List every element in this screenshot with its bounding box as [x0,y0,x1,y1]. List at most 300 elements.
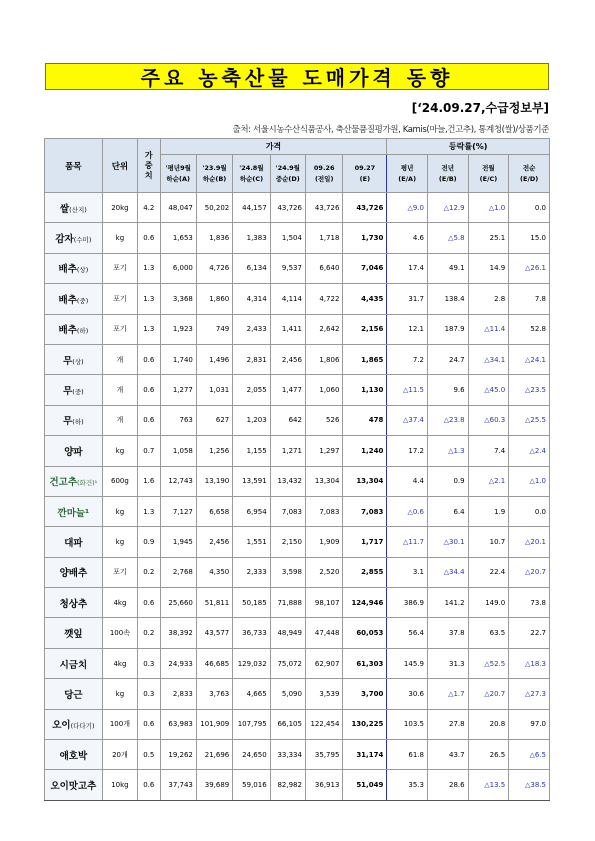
ratio-ec: 2.8 [468,284,509,314]
page-title: 주요 농축산물 도매가격 동향 [45,63,549,90]
header-period-b: '23.9월 하순(B) [196,155,232,193]
ratio-ed: △23.5 [509,375,550,405]
item-label: 배추 [58,325,77,337]
table-row [45,284,550,314]
unit-cell: 4kg [102,648,137,678]
price-prev: 35,795 [305,740,342,770]
item-grade: (상) [72,357,84,366]
price-c: 2,333 [233,557,270,587]
price-b: 50,202 [196,193,232,223]
price-a: 7,127 [160,496,196,526]
price-c: 1,551 [233,527,270,557]
table-row [45,557,550,587]
item-grade: (상) [76,266,89,275]
unit-cell: 포기 [102,314,137,344]
ratio-ed: 7.8 [509,284,550,314]
ratio-ea: 103.5 [387,709,428,739]
table-row [45,344,550,374]
price-a: 763 [160,405,196,435]
price-d: 2,456 [270,344,305,374]
price-e: 7,083 [343,496,387,526]
price-d: 2,150 [270,527,305,557]
ratio-ea: 31.7 [387,284,428,314]
price-e: 7,046 [343,253,387,283]
item-grade: (중) [72,388,84,397]
price-b: 1,860 [196,284,232,314]
ratio-eb: △12.9 [427,193,468,223]
price-a: 19,262 [160,740,196,770]
weight-cell: 0.6 [138,375,160,405]
price-d: 1,271 [270,436,305,466]
price-a: 1,923 [160,314,196,344]
price-d: 7,083 [270,496,305,526]
price-prev: 2,520 [305,557,342,587]
price-c: 1,383 [233,223,270,253]
table-row [45,770,550,800]
table-row [45,588,550,618]
item-grade: (다다기) [70,722,95,731]
price-e: 2,855 [343,557,387,587]
ratio-ec: △34.1 [468,344,509,374]
price-a: 1,058 [160,436,196,466]
price-prev: 43,726 [305,193,342,223]
price-c: 50,185 [233,588,270,618]
item-label: 청상추 [59,598,88,610]
price-c: 2,831 [233,344,270,374]
ratio-eb: 6.4 [427,496,468,526]
price-prev: 122,454 [305,709,342,739]
ratio-ea: 56.4 [387,618,428,648]
item-name [45,193,103,223]
ratio-ec: △2.1 [468,466,509,496]
price-e: 61,303 [343,648,387,678]
price-c: 107,795 [233,709,270,739]
price-prev: 98,107 [305,588,342,618]
price-c: 44,157 [233,193,270,223]
item-label: 대파 [64,537,83,549]
price-a: 1,740 [160,344,196,374]
price-c: 36,733 [233,618,270,648]
weight-cell: 0.6 [138,588,160,618]
item-name [45,466,103,496]
price-b: 1,256 [196,436,232,466]
price-b: 2,456 [196,527,232,557]
item-label: 깐마늘¹ [57,507,90,519]
price-e: 124,946 [343,588,387,618]
ratio-ea: 61.8 [387,740,428,770]
price-prev: 1,806 [305,344,342,374]
weight-cell: 1.3 [138,314,160,344]
weight-cell: 0.2 [138,618,160,648]
item-label: 시금치 [59,659,88,671]
unit-cell: kg [102,223,137,253]
ratio-eb: 37.8 [427,618,468,648]
weight-cell: 0.6 [138,709,160,739]
weight-cell: 0.5 [138,740,160,770]
item-grade: (화건)¹ [77,479,98,488]
price-prev: 7,083 [305,496,342,526]
ratio-eb: 27.8 [427,709,468,739]
table-row [45,253,550,283]
item-label: 양파 [64,446,83,458]
ratio-ec: 20.8 [468,709,509,739]
price-e: 1,730 [343,223,387,253]
ratio-eb: △1.7 [427,679,468,709]
header-price: 가격 [160,139,387,155]
item-label: 쌀 [59,203,70,215]
item-name [45,496,103,526]
price-prev: 1,297 [305,436,342,466]
item-name [45,709,103,739]
item-name [45,284,103,314]
price-a: 48,047 [160,193,196,223]
ratio-ec: 14.9 [468,253,509,283]
unit-cell: kg [102,679,137,709]
ratio-eb: 24.7 [427,344,468,374]
header-today: 09.27 (E) [343,155,387,193]
weight-cell: 0.3 [138,679,160,709]
price-a: 2,833 [160,679,196,709]
price-e: 1,240 [343,436,387,466]
price-b: 3,763 [196,679,232,709]
ratio-ed: △18.3 [509,648,550,678]
price-a: 38,392 [160,618,196,648]
price-a: 3,368 [160,284,196,314]
price-d: 1,411 [270,314,305,344]
ratio-ed: △24.1 [509,344,550,374]
header-weight: 가중치 [138,139,160,193]
item-label: 무 [63,386,73,398]
item-name [45,740,103,770]
weight-cell: 0.3 [138,648,160,678]
price-d: 1,504 [270,223,305,253]
unit-cell: 10kg [102,770,137,800]
header-ratio-period: 전순 (E/D) [509,155,550,193]
price-a: 37,743 [160,770,196,800]
ratio-ec: 63.5 [468,618,509,648]
price-d: 82,982 [270,770,305,800]
item-label: 건고추 [49,477,78,489]
price-e: 60,053 [343,618,387,648]
price-a: 1,277 [160,375,196,405]
header-ratio-month: 전월 (E/C) [468,155,509,193]
price-b: 749 [196,314,232,344]
unit-cell: 포기 [102,284,137,314]
ratio-ea: 17.4 [387,253,428,283]
price-d: 1,477 [270,375,305,405]
price-b: 39,689 [196,770,232,800]
price-table [44,138,550,801]
price-e: 1,717 [343,527,387,557]
weight-cell: 0.6 [138,770,160,800]
item-name [45,770,103,800]
price-b: 4,726 [196,253,232,283]
ratio-ed: 0.0 [509,496,550,526]
ratio-ea: △11.5 [387,375,428,405]
price-e: 13,304 [343,466,387,496]
ratio-eb: 43.7 [427,740,468,770]
price-c: 1,203 [233,405,270,435]
price-e: 51,049 [343,770,387,800]
item-label: 오이맛고추 [50,781,97,793]
header-period-a: '평년9월 하순(A) [160,155,196,193]
table-row [45,405,550,435]
ratio-ed: △20.7 [509,557,550,587]
ratio-ec: △60.3 [468,405,509,435]
item-label: 오이 [52,720,71,732]
ratio-ec: △20.7 [468,679,509,709]
item-name [45,253,103,283]
header-prev-day: 09.26 (전일) [305,155,342,193]
price-prev: 1,909 [305,527,342,557]
price-d: 33,334 [270,740,305,770]
weight-cell: 0.7 [138,436,160,466]
price-d: 642 [270,405,305,435]
ratio-ea: 3.1 [387,557,428,587]
table-row [45,223,550,253]
item-name [45,557,103,587]
table-row [45,618,550,648]
unit-cell: 100개 [102,709,137,739]
header-item: 품목 [45,139,103,193]
price-d: 4,114 [270,284,305,314]
unit-cell: 20개 [102,740,137,770]
unit-cell: kg [102,496,137,526]
ratio-ea: 30.6 [387,679,428,709]
table-row [45,740,550,770]
item-grade: (중) [76,296,89,305]
unit-cell: 포기 [102,557,137,587]
price-a: 12,743 [160,466,196,496]
item-label: 무 [63,355,73,367]
ratio-ec: 1.9 [468,496,509,526]
price-e: 478 [343,405,387,435]
item-grade: (수미) [73,236,92,245]
header-period-d: '24.9월 중순(D) [270,155,305,193]
ratio-ed: 22.7 [509,618,550,648]
weight-cell: 0.6 [138,405,160,435]
price-e: 3,700 [343,679,387,709]
price-a: 6,000 [160,253,196,283]
price-c: 24,650 [233,740,270,770]
ratio-ec: 7.4 [468,436,509,466]
ratio-eb: △5.8 [427,223,468,253]
unit-cell: 4kg [102,588,137,618]
table-row [45,496,550,526]
item-label: 무 [63,416,73,428]
price-c: 13,591 [233,466,270,496]
item-name [45,618,103,648]
price-d: 43,726 [270,193,305,223]
price-e: 31,174 [343,740,387,770]
ratio-eb: 187.9 [427,314,468,344]
price-e: 130,225 [343,709,387,739]
ratio-ea: 4.6 [387,223,428,253]
price-d: 66,105 [270,709,305,739]
ratio-ec: 25.1 [468,223,509,253]
ratio-eb: △1.3 [427,436,468,466]
item-name [45,405,103,435]
table-row [45,436,550,466]
weight-cell: 0.9 [138,527,160,557]
price-b: 21,696 [196,740,232,770]
item-label: 배추 [58,264,77,276]
ratio-ed: △26.1 [509,253,550,283]
unit-cell: 개 [102,405,137,435]
item-label: 배추 [58,294,77,306]
price-d: 71,888 [270,588,305,618]
item-name [45,314,103,344]
price-b: 627 [196,405,232,435]
header-ratio-avg: 평년 (E/A) [387,155,428,193]
table-row [45,314,550,344]
price-prev: 1,060 [305,375,342,405]
ratio-ea: 145.9 [387,648,428,678]
ratio-ed: △6.5 [509,740,550,770]
price-b: 51,811 [196,588,232,618]
weight-cell: 0.2 [138,557,160,587]
ratio-ec: △52.5 [468,648,509,678]
price-c: 2,433 [233,314,270,344]
ratio-ea: △9.0 [387,193,428,223]
table-row [45,375,550,405]
ratio-eb: 28.6 [427,770,468,800]
item-grade: (하) [72,418,84,427]
price-a: 24,933 [160,648,196,678]
header-unit: 단위 [102,139,137,193]
ratio-ea: △0.6 [387,496,428,526]
weight-cell: 4.2 [138,193,160,223]
price-e: 1,130 [343,375,387,405]
price-prev: 47,448 [305,618,342,648]
table-row [45,679,550,709]
ratio-ed: △2.4 [509,436,550,466]
ratio-ec: △11.4 [468,314,509,344]
header-ratio-year: 전년 (E/B) [427,155,468,193]
price-b: 13,190 [196,466,232,496]
price-c: 4,314 [233,284,270,314]
ratio-ed: △25.5 [509,405,550,435]
header-ratio: 등락률(%) [387,139,550,155]
ratio-ea: △11.7 [387,527,428,557]
ratio-eb: 141.2 [427,588,468,618]
price-prev: 526 [305,405,342,435]
ratio-ec: 26.5 [468,740,509,770]
price-e: 1,865 [343,344,387,374]
table-row [45,466,550,496]
ratio-eb: △34.4 [427,557,468,587]
ratio-eb: 0.9 [427,466,468,496]
ratio-ec: △45.0 [468,375,509,405]
unit-cell: 100속 [102,618,137,648]
price-c: 6,954 [233,496,270,526]
ratio-ed: △1.0 [509,466,550,496]
item-name [45,223,103,253]
ratio-ec: 10.7 [468,527,509,557]
date-department: [‘24.09.27,수급정보부] [411,101,549,115]
ratio-eb: △23.8 [427,405,468,435]
unit-cell: 20kg [102,193,137,223]
price-prev: 3,539 [305,679,342,709]
price-prev: 2,642 [305,314,342,344]
table-row [45,648,550,678]
price-e: 2,156 [343,314,387,344]
unit-cell: 포기 [102,253,137,283]
price-b: 43,577 [196,618,232,648]
source-note: 출처: 서울시농수산식품공사, 축산물품질평가원, Kamis(마늘,건고추), 통계청(쌀)/상품기준 [232,125,549,135]
price-b: 1,031 [196,375,232,405]
item-label: 당근 [64,689,83,701]
ratio-ea: 386.9 [387,588,428,618]
item-name [45,679,103,709]
ratio-ea: △37.4 [387,405,428,435]
price-a: 2,768 [160,557,196,587]
unit-cell: kg [102,527,137,557]
ratio-ed: △38.5 [509,770,550,800]
weight-cell: 0.6 [138,344,160,374]
price-d: 5,090 [270,679,305,709]
price-a: 1,653 [160,223,196,253]
weight-cell: 1.3 [138,496,160,526]
item-label: 깻잎 [64,629,83,641]
price-prev: 1,718 [305,223,342,253]
ratio-ed: △20.1 [509,527,550,557]
ratio-eb: △30.1 [427,527,468,557]
ratio-ec: △13.5 [468,770,509,800]
price-c: 129,032 [233,648,270,678]
price-c: 59,016 [233,770,270,800]
weight-cell: 1.3 [138,253,160,283]
item-name [45,527,103,557]
ratio-ed: 52.8 [509,314,550,344]
price-c: 6,134 [233,253,270,283]
header-period-c: '24.8월 하순(C) [233,155,270,193]
ratio-ea: 12.1 [387,314,428,344]
price-c: 4,665 [233,679,270,709]
price-b: 1,836 [196,223,232,253]
ratio-ed: 73.8 [509,588,550,618]
unit-cell: 개 [102,375,137,405]
ratio-ea: 17.2 [387,436,428,466]
item-label: 양배추 [59,568,88,580]
item-name [45,436,103,466]
table-row [45,527,550,557]
item-name [45,344,103,374]
price-prev: 4,722 [305,284,342,314]
price-d: 3,598 [270,557,305,587]
weight-cell: 1.6 [138,466,160,496]
ratio-ed: 97.0 [509,709,550,739]
ratio-eb: 9.6 [427,375,468,405]
unit-cell: 600g [102,466,137,496]
ratio-ed: 15.0 [509,223,550,253]
price-c: 1,155 [233,436,270,466]
price-b: 101,909 [196,709,232,739]
unit-cell: kg [102,436,137,466]
price-d: 13,432 [270,466,305,496]
ratio-ed: △27.3 [509,679,550,709]
item-grade: (하) [76,327,89,336]
price-a: 25,660 [160,588,196,618]
ratio-ea: 7.2 [387,344,428,374]
weight-cell: 0.6 [138,223,160,253]
weight-cell: 1.3 [138,284,160,314]
ratio-ea: 4.4 [387,466,428,496]
price-e: 4,435 [343,284,387,314]
table-row [45,193,550,223]
ratio-eb: 49.1 [427,253,468,283]
item-label: 감자 [55,234,74,246]
